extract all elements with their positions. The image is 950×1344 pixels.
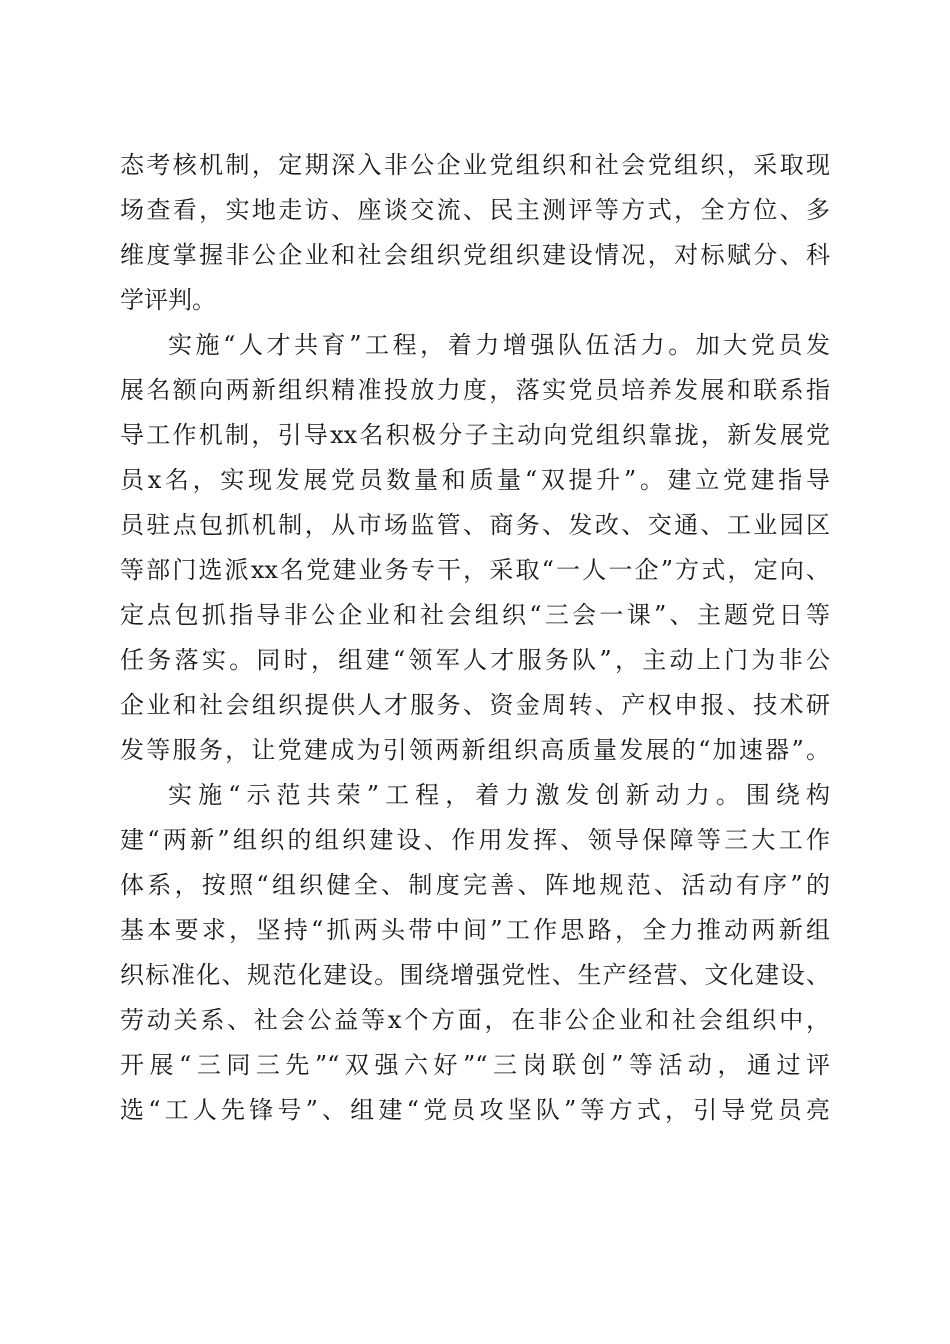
text-line: 场查看，实地走访、座谈交流、民主测评等方式，全方位、多 — [120, 196, 830, 224]
text-line: 等部门选派xx名党建业务专干，采取“一人一企”方式，定向、 — [120, 556, 830, 584]
text-line: 劳动关系、社会公益等x个方面，在非公企业和社会组织中， — [120, 1006, 830, 1034]
text-line: 开展“三同三先”“双强六好”“三岗联创”等活动，通过评 — [120, 1051, 830, 1079]
paragraph-first-line: 实施“示范共荣”工程，着力激发创新动力。围绕构 — [168, 781, 830, 809]
text-line: 导工作机制，引导xx名积极分子主动向党组织靠拢，新发展党 — [120, 421, 830, 449]
paragraph-first-line: 实施“人才共育”工程，着力增强队伍活力。加大党员发 — [168, 331, 830, 359]
text-line: 企业和社会组织提供人才服务、资金周转、产权申报、技术研 — [120, 691, 830, 719]
text-line: 发等服务，让党建成为引领两新组织高质量发展的“加速器”。 — [120, 736, 830, 764]
text-line: 建“两新”组织的组织建设、作用发挥、领导保障等三大工作 — [120, 826, 830, 854]
text-line: 基本要求，坚持“抓两头带中间”工作思路，全力推动两新组 — [120, 916, 830, 944]
text-line: 体系，按照“组织健全、制度完善、阵地规范、活动有序”的 — [120, 871, 830, 899]
text-line: 员x名，实现发展党员数量和质量“双提升”。建立党建指导 — [120, 466, 830, 494]
text-line: 态考核机制，定期深入非公企业党组织和社会党组织，采取现 — [120, 151, 830, 179]
text-line: 维度掌握非公企业和社会组织党组织建设情况，对标赋分、科 — [120, 241, 830, 269]
text-line: 织标准化、规范化建设。围绕增强党性、生产经营、文化建设、 — [120, 961, 830, 989]
text-line: 选“工人先锋号”、组建“党员攻坚队”等方式，引导党员亮 — [120, 1096, 830, 1124]
text-line: 定点包抓指导非公企业和社会组织“三会一课”、主题党日等 — [120, 601, 830, 629]
text-line: 任务落实。同时，组建“领军人才服务队”，主动上门为非公 — [120, 646, 830, 674]
text-line: 学评判。 — [120, 286, 216, 314]
text-line: 员驻点包抓机制，从市场监管、商务、发改、交通、工业园区 — [120, 511, 830, 539]
text-line: 展名额向两新组织精准投放力度，落实党员培养发展和联系指 — [120, 376, 830, 404]
